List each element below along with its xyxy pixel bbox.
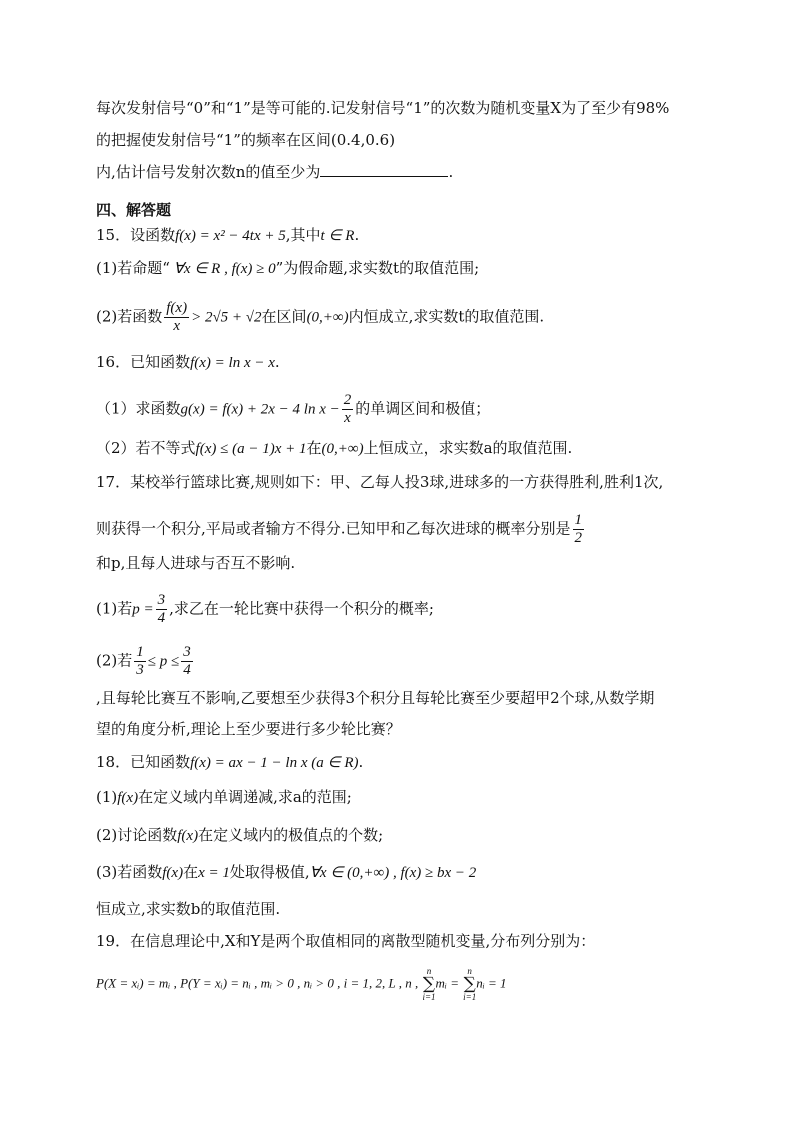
- fraction: $\frac{f(x)}{x}$: [166, 300, 188, 334]
- q17-line-3: 和p,且每人进球与否互不影响.: [96, 554, 296, 572]
- fraction: $\frac{3}{4}$: [157, 592, 166, 626]
- q14-line-1: 每次发射信号“0”和“1”是等可能的.记发射信号“1”的次数为随机变量X为了至少有98%: [96, 99, 670, 117]
- answer-blank: [320, 162, 448, 177]
- q16-part-2: （2）若不等式f(x) ≤ (a − 1)x + 1在(0,+∞)上恒成立，求实数a的取值范围.: [96, 439, 573, 457]
- q19-line-1: 19．在信息理论中,X和Y是两个取值相同的离散型随机变量,分布列分别为：: [96, 932, 596, 950]
- q15-part-2: (2)若函数 $\frac{f(x)}{x}$ > 2√5 + √2在区间(0,+∞)内恒成立,求实数t的取值范围.: [96, 300, 545, 334]
- q19-formula: P(X = xᵢ) = mᵢ , P(Y = xᵢ) = nᵢ , mᵢ > 0 , nᵢ > 0 , i = 1, 2, L , n , n ∑ i=1 mᵢ = n ∑ i=1 nᵢ = 1: [96, 966, 507, 1002]
- q18-part-3: (3)若函数f(x)在x = 1处取得极值,∀x ∈ (0,+∞) , f(x) ≥ bx − 2: [96, 863, 477, 881]
- q14-line-3: 内,估计信号发射次数n的值至少为 .: [96, 163, 454, 181]
- q17-line-7: 望的角度分析,理论上至少要进行多少轮比赛？: [96, 720, 401, 738]
- fraction: $\frac{1}{2}$: [574, 512, 583, 546]
- q17-part-1: (1)若p = $\frac{3}{4}$ ,求乙在一轮比赛中获得一个积分的概率;: [96, 592, 434, 626]
- q17-line-1: 17．某校举行篮球比赛,规则如下：甲、乙每人投3球,进球多的一方获得胜利,胜利1次,: [96, 473, 664, 491]
- fraction: $\frac{2}{x}$: [343, 392, 352, 426]
- q18-part-1: (1)f(x)在定义域内单调递减,求a的范围;: [96, 788, 352, 806]
- fraction: $\frac{1}{3}$: [136, 644, 144, 678]
- q18-stem: 18．已知函数f(x) = ax − 1 − ln x (a ∈ R).: [96, 753, 364, 771]
- q17-part-2: (2)若 $\frac{1}{3}$ ≤ p ≤ $\frac{3}{4}$: [96, 644, 191, 678]
- q18-line-6: 恒成立,求实数b的取值范围.: [96, 900, 281, 918]
- fraction: $\frac{3}{4}$: [183, 644, 191, 678]
- q16-stem: 16．已知函数f(x) = ln x − x.: [96, 353, 280, 371]
- q14-line-2: 的把握使发射信号“1”的频率在区间(0.4,0.6): [96, 131, 396, 149]
- q18-part-2: (2)讨论函数f(x)在定义域内的极值点的个数;: [96, 826, 384, 844]
- section-heading: 四、解答题: [96, 201, 172, 219]
- q17-line-2: 则获得一个积分,平局或者输方不得分.已知甲和乙每次进球的概率分别是 $\frac{1}{2}$: [96, 512, 583, 546]
- q17-line-6: ,且每轮比赛互不影响,乙要想至少获得3个积分且每轮比赛至少要超甲2个球,从数学期: [96, 689, 655, 707]
- summation-symbol: n ∑ i=1: [422, 966, 436, 1002]
- q15-part-1: (1)若命题“ ∀x ∈ R , f(x) ≥ 0”为假命题,求实数t的取值范围;: [96, 259, 480, 277]
- summation-symbol: n ∑ i=1: [463, 966, 477, 1002]
- q16-part-1: （1）求函数g(x) = f(x) + 2x − 4 ln x − $\frac{2}{x}$ 的单调区间和极值；: [96, 392, 491, 426]
- q15-stem: 15．设函数f(x) = x² − 4tx + 5,其中t ∈ R.: [96, 226, 360, 244]
